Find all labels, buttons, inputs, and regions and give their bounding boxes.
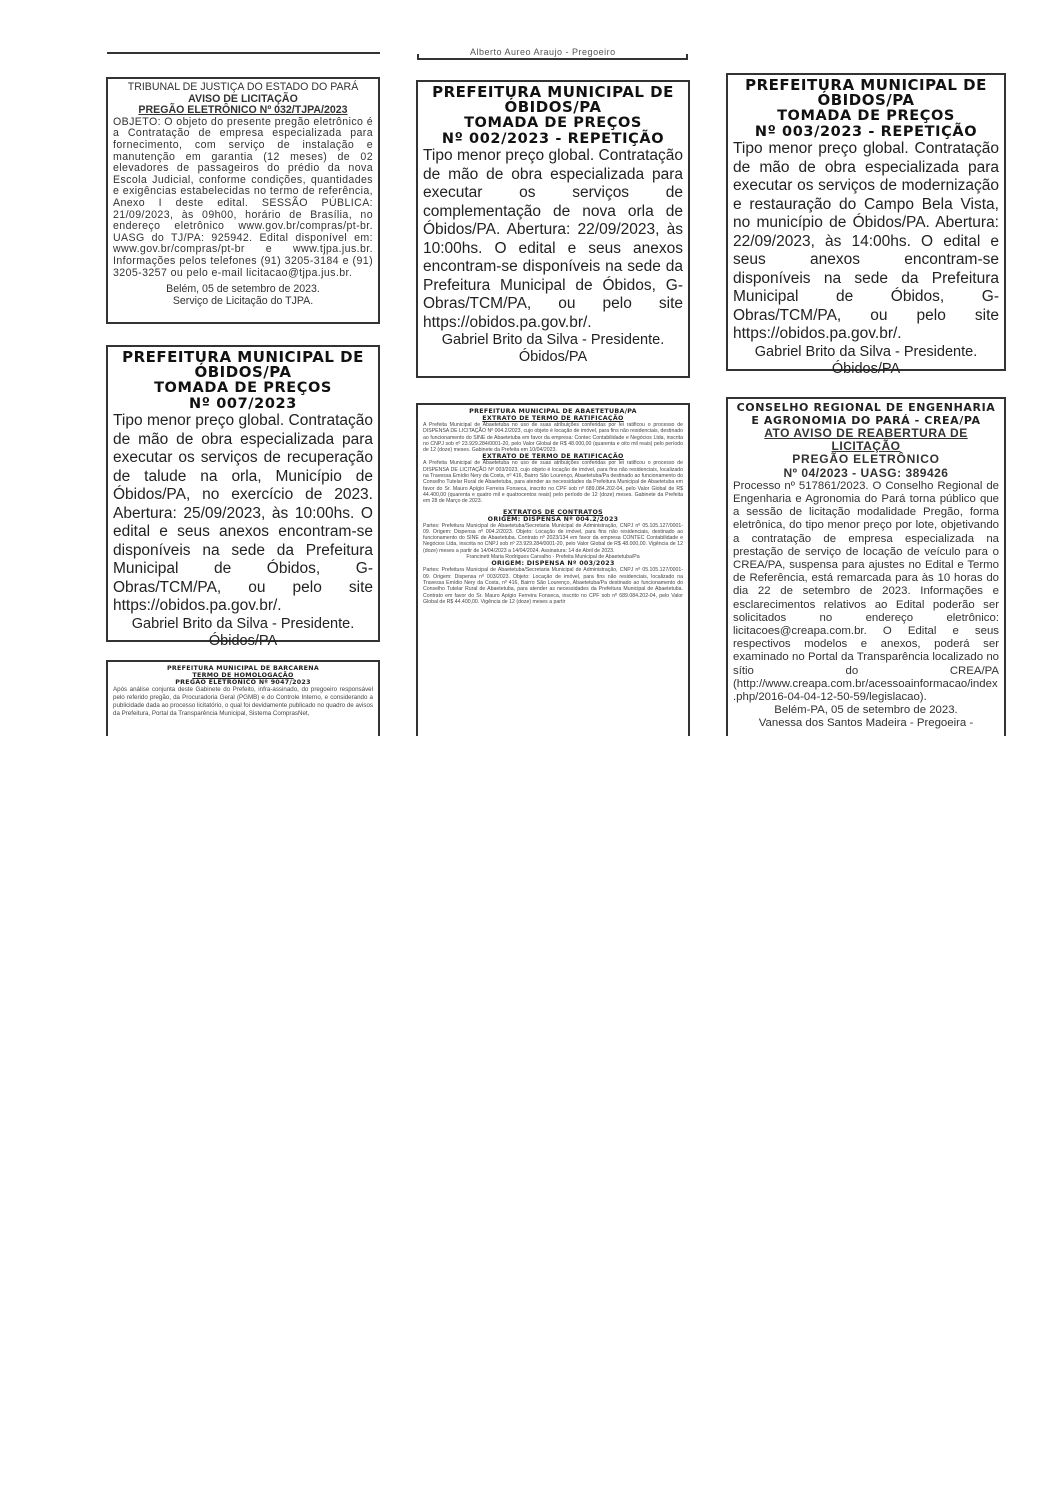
- notice-signature: Gabriel Brito da Silva - Presidente. Óbidos/PA: [131, 615, 355, 649]
- notice-org: PREFEITURA MUNICIPAL DE ÓBIDOS/PA: [122, 348, 364, 381]
- notice-modality: PREGÃO ELETRÔNICO: [792, 452, 940, 467]
- notice-signature: Vanessa dos Santos Madeira - Pregoeira -: [758, 717, 974, 730]
- notice-type: AVISO DE LICITAÇÃO: [188, 92, 298, 105]
- notice-date: Belém, 05 de setembro de 2023.: [166, 283, 320, 296]
- notice-body: OBJETO: O objeto do presente pregão eletrônico é a Contratação de empresa especializada para fornecimento, com serviço de instalação e manutenção em garantia (12 meses) de 02 elevadores de passageiros do prédio da nova Escola Judicial, conforme condições, quantidades e exigências estabelecidas no termo de referência, Anexo I deste edital. SESSÃO PÚBLICA: 21/09/2023, às 09h00, horário de Brasília, no endereço eletrônico www.gov.br/compras/pt-br. UASG do TJ/PA: 925942. Edital disponível em: www.gov.br/compras/pt-br e www.tjpa.jus.br. Informações pelos telefones (91) 3205-3184 e (91) 3205-3257 ou pelo e-mail licitacao@tjpa.jus.br.: [113, 115, 373, 279]
- notice-org: TRIBUNAL DE JUSTIÇA DO ESTADO DO PARÁ: [127, 81, 359, 93]
- section-title: EXTRATO DE TERMO DE RATIFICAÇÃO: [482, 415, 624, 422]
- section-body: A Prefeita Municipal de Abaetetuba no uso de suas atribuições conferidas por lei ratificou o processo de DISPENSA DE LICITAÇÃO Nº 004.2/2023, cujo objeto é locação de imóvel, para fins não residenciais, destinado ao funcionamento do SINE de Abaetetuba em favor da empresa: Contec Contabilidade e Negócios Ltda, inscrita no CNPJ sob nº 23.929.284/0001-20, pelo Valor Global de R$ 48.000,00 (quarenta e oito mil reais) pelo período de 12 (doze) meses. Gabinete da Prefeita em 10/04/2023.: [423, 422, 683, 454]
- notice-org: PREFEITURA MUNICIPAL DE ÓBIDOS/PA: [432, 83, 674, 116]
- notice-type: TOMADA DE PREÇOS: [777, 108, 955, 124]
- notice-body: Tipo menor preço global. Contratação de mão de obra especializada para executar os serviços de complementação de nova orla de Óbidos/PA. Abertura: 22/09/2023, às 10:00hs. O edital e seus anexos encontram-se disponíveis na sede da Prefeitura Municipal de Óbidos, G-Obras/TCM/PA, ou pelo site https://obidos.pa.gov.br/.: [423, 147, 683, 331]
- section-signature: Francinett Maria Rodrigues Carvalho - Prefeita Municipal de Abaetetuba/Pa: [466, 554, 640, 561]
- notice-number: Nº 007/2023: [189, 396, 297, 412]
- section-subtitle: ORIGEM: DISPENSA Nº 003/2023: [491, 560, 615, 568]
- notice-signature: Serviço de Licitação do TJPA.: [172, 294, 314, 307]
- notice-type: TOMADA DE PREÇOS: [154, 380, 332, 396]
- notice-body: Tipo menor preço global. Contratação de mão de obra especializada para executar os serviços de recuperação de talude na orla, Município de Óbidos/PA, no exercício de 2023. Abertura: 25/09/2023, às 10:00hs. O edital e seus anexos encontram-se disponíveis na sede da Prefeitura Municipal de Óbidos, G-Obras/TCM/PA, ou pelo site https://obidos.pa.gov.br/.: [113, 412, 373, 614]
- notice-barcarena: [106, 660, 380, 736]
- notice-org: PREFEITURA MUNICIPAL DE ABAETETUBA/PA: [469, 408, 637, 415]
- notice-abaetetuba: [416, 403, 690, 736]
- section-body: Partes: Prefeitura Municipal de Abaetetuba/Secretaria Municipal de Administração, CNPJ nº 05.105.127/0001-09. Origem: Dispensa nº 003/2023. Objeto: Locação de imóvel, para fins não residenciais, localizado na Travessa Emídio Nery da Costa, nº 416, Bairro São Lourenço, Abaetetuba/Pa destinado ao funcionamento do Conselho Tutelar Rural de Abaetetuba, para atender as necessidades da Prefeitura Municipal de Abaetetuba. Contrato em favor do Sr. Mauro Apígio Ferreira Fonseca, inscrito no CPF sob nº 689.084.202-04, pelo Valor Global de R$ 44.400,00. Vigência de 12 (doze) meses a partir: [423, 567, 683, 605]
- notice-body: Processo nº 517861/2023. O Conselho Regional de Engenharia e Agronomia do Pará torna público que a sessão de licitação modalidade Pregão, forma eletrônica, do tipo menor preço por lote, objetivando a contratação de empresa especializada na prestação de serviço de locação de veículo para o CREA/PA, suspensa para ajustes no Edital e Termo de Referência, está remarcada para às 10 horas do dia 22 de setembro de 2023. Informações e esclarecimentos relativos ao Edital poderão ser solicitados no endereço eletrônico: licitacoes@creapa.com.br. O Edital e seus respectivos modelos e anexos, poderá ser examinado no Portal da Transparência localizado no sítio do CREA/PA (http://www.creapa.com.br/acessoainformacao/index.php/2016-04-04-12-50-59/legislacao).: [733, 479, 999, 704]
- notice-date: Belém-PA, 05 de setembro de 2023.: [774, 704, 958, 717]
- notice-number: PREGÃO ELETRÔNICO Nº 9047/2023: [175, 679, 311, 686]
- notice-type: ATO AVISO DE REABERTURA DE LICITAÇÃO: [764, 426, 968, 454]
- notice-org: CONSELHO REGIONAL DE ENGENHARIA E AGRONOMIA DO PARÁ - CREA/PA: [736, 401, 996, 427]
- newspaper-clipping: [0, 0, 1058, 736]
- notice-org: PREFEITURA MUNICIPAL DE ÓBIDOS/PA: [745, 76, 987, 109]
- notice-tjpa: [106, 77, 380, 324]
- section-subtitle: ORIGEM: DISPENSA Nº 004.2/2023: [487, 515, 619, 523]
- notice-body: Tipo menor preço global. Contratação de mão de obra especializada para executar os serviços de modernização e restauração do Campo Bela Vista, no município de Óbidos/PA. Abertura: 22/09/2023, às 14:00hs. O edital e seus anexos encontram-se disponíveis na sede da Prefeitura Municipal de Óbidos, G-Obras/TCM/PA, ou pelo site https://obidos.pa.gov.br/.: [733, 140, 999, 342]
- notice-signature: Gabriel Brito da Silva - Presidente. Óbidos/PA: [754, 343, 978, 377]
- notice-org: PREFEITURA MUNICIPAL DE BARCARENA: [166, 665, 320, 672]
- notice-obidos-003: [726, 73, 1006, 377]
- notice-body: Após análise conjunta deste Gabinete do Prefeito, infra-assinado, do pregoeiro responsável pelo referido pregão, da Procuradoria Geral (PGMB) e do Controle Interno, e considerando a publicidade dada ao processo licitatório, o qual foi devidamente publicado no quadro de avisos da Prefeitura, Portal da Transparência Municipal, Sistema ComprasNet,: [113, 686, 373, 717]
- section-body: Partes: Prefeitura Municipal de Abaetetuba/Secretaria Municipal de Administração, CNPJ nº 05.105.127/0001-09. Origem: Dispensa nº 004.2/2023. Objeto: Locação de imóvel, para fins não residenciais, destinado ao funcionamento do SINE de Abaetetuba. Contrato nº 2023/134 em favor da empresa CONTEC Contabilidade e Negócios Ltda, inscrita no CNPJ sob nº 23.929.284/0001-20, pelo Valor Global de R$ 48.000,00. Vigência de 12 (doze) meses a partir de 14/04/2023 a 14/04/2024. Assinatura: 14 de Abril de 2023.: [423, 522, 683, 554]
- notice-type: TERMO DE HOMOLOGAÇÃO: [192, 672, 294, 679]
- previous-notice-signature: Alberto Aureo Araujo - Pregoeiro: [470, 47, 616, 57]
- divider: [107, 50, 380, 54]
- notice-signature: Gabriel Brito da Silva - Presidente. Óbidos/PA: [441, 332, 665, 365]
- notice-obidos-002: [416, 80, 690, 378]
- section-title: EXTRATOS DE CONTRATOS: [502, 508, 604, 516]
- notice-type: TOMADA DE PREÇOS: [464, 115, 642, 131]
- section-title: EXTRATO DE TERMO DE RATIFICAÇÃO: [482, 453, 624, 461]
- notice-number: Nº 002/2023 - REPETIÇÃO: [441, 131, 665, 147]
- notice-obidos-007: [106, 345, 380, 649]
- notice-number: Nº 04/2023 - UASG: 389426: [783, 465, 949, 480]
- section-body: A Prefeita Municipal de Abaetetuba no uso de suas atribuições conferidas por lei ratificou o processo de DISPENSA DE LICITAÇÃO Nº 003/2023, cujo objeto é locação de imóvel, para fins não residenciais, localizado na Travessa Emídio Nery da Costa, nº 416, Bairro São Lourenço, Abaetetuba/Pa destinado ao funcionamento do Conselho Tutelar Rural de Abaetetuba, para atender as necessidades da Prefeitura Municipal de Abaetetuba em favor do Sr. Mauro Apígio Ferreira Fonseca, inscrito no CPF sob nº 689.084.202-04, pelo Valor Global de R$ 44.400,00 (quarenta e quatro mil e quatrocentos reais) pelo período de 12 (doze) meses. Gabinete da Prefeita em 28 de Março de 2023.: [423, 460, 683, 505]
- notice-number: PREGÃO ELETRÔNICO Nº 032/TJPA/2023: [138, 104, 348, 117]
- notice-crea-pa: [726, 397, 1006, 736]
- notice-number: Nº 003/2023 - REPETIÇÃO: [754, 124, 978, 140]
